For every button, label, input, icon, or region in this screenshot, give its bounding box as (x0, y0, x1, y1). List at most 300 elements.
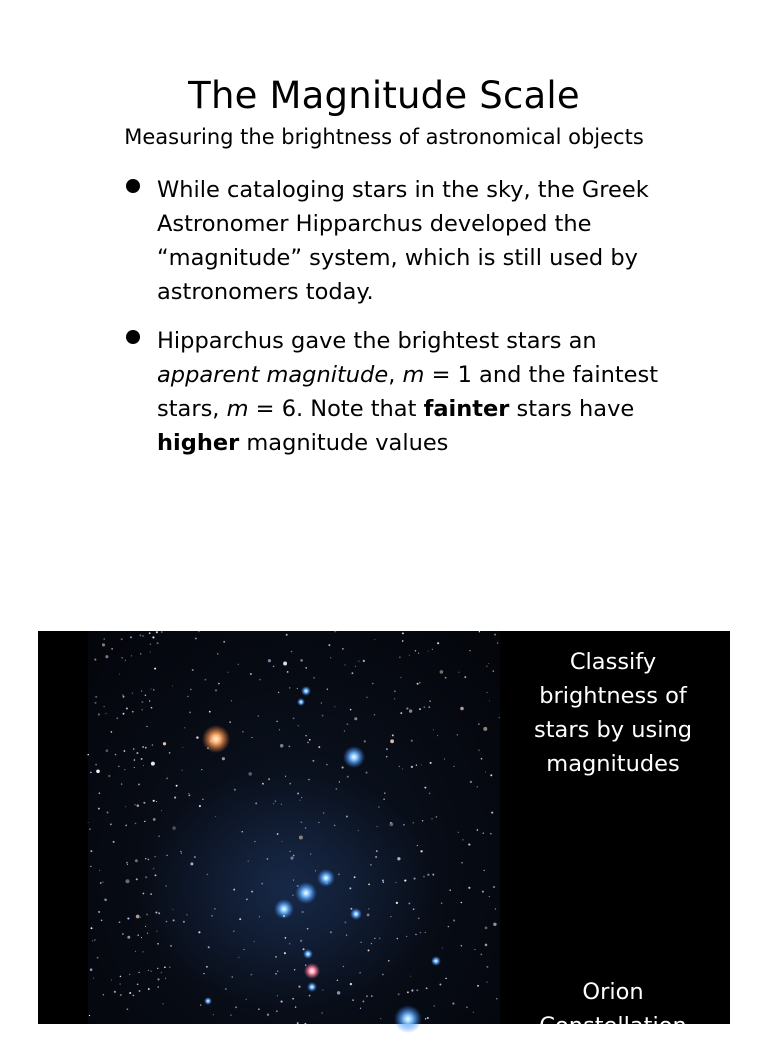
background-star (281, 1001, 283, 1003)
background-star (376, 850, 378, 852)
background-star (363, 660, 365, 662)
background-star (293, 855, 295, 857)
background-star (482, 891, 484, 893)
background-star (372, 683, 374, 685)
background-star (255, 802, 257, 804)
background-star (151, 689, 152, 690)
background-star (354, 876, 356, 878)
background-star (466, 1006, 468, 1008)
background-star (426, 987, 428, 989)
background-star (184, 727, 185, 728)
mintaka-star (317, 869, 335, 887)
background-star (188, 793, 189, 794)
background-star (238, 957, 239, 958)
background-star (484, 870, 485, 871)
background-star (95, 696, 97, 698)
background-star (344, 730, 345, 731)
background-star (390, 822, 391, 823)
background-star (305, 667, 307, 669)
background-star (204, 679, 206, 681)
background-star (151, 762, 155, 766)
background-star (458, 672, 459, 673)
background-star (105, 655, 108, 658)
background-star (141, 691, 142, 692)
background-star (151, 707, 153, 709)
background-star (258, 1008, 260, 1010)
background-star (146, 914, 148, 916)
background-star (382, 974, 384, 976)
background-star (110, 823, 112, 825)
background-star (254, 841, 255, 842)
background-star (411, 766, 413, 768)
background-star (347, 723, 349, 725)
background-star (103, 994, 105, 996)
background-star (457, 734, 458, 735)
background-star (399, 766, 400, 767)
background-star (428, 706, 430, 708)
background-star (437, 642, 439, 644)
background-star (127, 1008, 129, 1010)
background-star (135, 823, 137, 825)
background-star (423, 876, 425, 878)
background-star (187, 696, 188, 697)
background-star (395, 882, 396, 883)
background-star (104, 898, 107, 901)
background-star (301, 821, 303, 823)
background-star (201, 769, 202, 770)
background-star (251, 891, 253, 893)
background-star (379, 938, 380, 939)
background-star (172, 685, 173, 686)
bullet-dot-icon (126, 330, 140, 344)
background-star (145, 747, 147, 749)
background-star (384, 793, 385, 794)
symbol-m: m (226, 396, 249, 422)
background-star (310, 853, 311, 854)
background-star (242, 831, 243, 832)
background-star (200, 1004, 201, 1005)
background-star (490, 833, 491, 834)
background-star (259, 679, 261, 681)
background-star (243, 949, 244, 950)
background-star (493, 886, 495, 888)
background-star (148, 970, 149, 971)
belt-minor-star (350, 908, 362, 920)
term-apparent-magnitude: apparent magnitude (157, 362, 389, 388)
background-star (140, 917, 141, 918)
image-caption-orion: Orion Constellation (539, 979, 687, 1039)
background-star (166, 921, 168, 923)
background-star (158, 912, 160, 914)
background-star (163, 742, 166, 745)
background-star (404, 880, 406, 882)
background-star (89, 829, 90, 830)
background-star (242, 731, 243, 732)
background-star (101, 919, 103, 921)
background-star (121, 657, 122, 658)
background-star (207, 874, 209, 876)
emphasis-higher: higher (157, 430, 240, 456)
background-star (371, 995, 373, 997)
background-star (318, 746, 320, 748)
background-star (494, 634, 496, 636)
background-star (258, 715, 259, 716)
background-star (114, 991, 116, 993)
background-star (141, 758, 143, 760)
background-star (113, 841, 115, 843)
orion-photo-panel (38, 631, 730, 1039)
bullet-dot-icon (126, 179, 140, 193)
background-star (230, 1014, 232, 1016)
background-star (406, 708, 408, 710)
background-star (383, 881, 384, 882)
background-star (227, 672, 228, 673)
background-star (189, 712, 191, 714)
background-star (153, 800, 155, 802)
background-star (293, 880, 294, 881)
background-star (111, 648, 113, 650)
background-star (486, 666, 487, 667)
background-star (398, 993, 400, 995)
background-star (302, 911, 304, 913)
background-star (94, 702, 96, 704)
background-star (100, 882, 102, 884)
background-star (145, 926, 146, 927)
background-star (214, 908, 215, 909)
background-star (294, 969, 295, 970)
background-star (93, 978, 94, 979)
background-star (123, 696, 125, 698)
background-star (118, 766, 119, 767)
background-star (382, 880, 384, 882)
background-star (374, 938, 375, 939)
background-star (337, 991, 340, 994)
background-star (315, 870, 316, 871)
background-star (267, 1014, 269, 1016)
background-star (351, 672, 353, 674)
background-star (254, 941, 255, 942)
bullet-text-part: stars have (509, 396, 635, 422)
background-star (497, 642, 499, 644)
background-star (99, 793, 100, 794)
background-star (106, 749, 109, 752)
background-star (275, 800, 276, 801)
background-star (322, 989, 323, 990)
background-star (321, 1012, 322, 1013)
background-star (213, 1014, 214, 1015)
background-star (390, 739, 394, 743)
background-star (183, 921, 185, 923)
background-star (157, 642, 159, 644)
background-star (461, 862, 463, 864)
background-star (490, 774, 492, 776)
background-star (137, 934, 138, 935)
background-star (359, 972, 361, 974)
background-star (462, 839, 464, 841)
background-star (276, 721, 278, 723)
background-star (142, 635, 144, 637)
background-star (98, 713, 100, 715)
background-star (364, 740, 366, 742)
background-star (233, 889, 235, 891)
background-star (126, 879, 130, 883)
background-star (427, 651, 428, 652)
background-star (422, 820, 424, 822)
background-star (150, 651, 151, 652)
background-star (289, 851, 290, 852)
background-star (441, 902, 442, 903)
background-star (91, 927, 93, 929)
background-star (461, 945, 463, 947)
background-star (202, 798, 204, 800)
background-star (154, 668, 156, 670)
background-star (127, 864, 128, 865)
background-star (370, 864, 372, 866)
background-star (261, 883, 263, 885)
background-star (413, 908, 415, 910)
background-star (215, 816, 216, 817)
rigel-star (394, 1005, 422, 1033)
background-star (278, 692, 279, 693)
orion-nebula-star (304, 963, 320, 979)
background-star (156, 801, 157, 802)
background-star (198, 931, 200, 933)
slide-title: The Magnitude Scale (188, 74, 580, 117)
background-star (143, 802, 145, 804)
background-star (275, 956, 277, 958)
background-star (392, 734, 394, 736)
background-star (427, 874, 429, 876)
background-star (366, 772, 368, 774)
background-star (238, 664, 239, 665)
background-star (429, 793, 431, 795)
background-star (360, 1008, 361, 1009)
background-star (143, 951, 144, 952)
background-star (122, 694, 123, 695)
background-star (291, 651, 293, 653)
background-star (90, 866, 91, 867)
background-star (485, 927, 488, 930)
background-star (147, 933, 148, 934)
background-star (259, 916, 260, 917)
background-star (483, 832, 484, 833)
background-star (104, 706, 105, 707)
background-star (131, 655, 132, 656)
background-star (411, 989, 413, 991)
background-star (96, 769, 100, 773)
background-star (161, 810, 162, 811)
background-star (308, 779, 310, 781)
background-star (119, 921, 121, 923)
background-star (209, 711, 211, 713)
background-star (399, 657, 400, 658)
background-star (239, 918, 241, 920)
background-star (458, 832, 459, 833)
background-star (145, 694, 147, 696)
bullet-list (122, 173, 682, 475)
background-star (299, 800, 300, 801)
background-star (300, 940, 302, 942)
background-star (403, 824, 405, 826)
background-star (176, 785, 178, 787)
background-star (318, 822, 319, 823)
background-star (215, 689, 217, 691)
background-star (108, 775, 110, 777)
background-star (169, 752, 171, 754)
background-star (232, 976, 233, 977)
background-star (125, 825, 127, 827)
background-star (303, 948, 305, 950)
background-star (478, 723, 480, 725)
background-star (148, 988, 150, 990)
background-star (420, 850, 422, 852)
background-star (347, 776, 349, 778)
background-star (145, 876, 147, 878)
background-star (378, 806, 379, 807)
background-star (480, 953, 482, 955)
background-star (289, 687, 290, 688)
background-star (143, 765, 144, 766)
background-star (295, 1006, 296, 1007)
background-star (430, 762, 432, 764)
background-star (142, 746, 144, 748)
bullet-text: While cataloging stars in the sky, the Greek Astronomer Hipparchus developed the “magnitude” system, which is still used by astronomers today. (157, 177, 649, 305)
background-star (442, 947, 443, 948)
bullet-hipparchus-history (122, 173, 682, 309)
background-star (211, 915, 213, 917)
background-star (383, 798, 384, 799)
background-star (415, 650, 417, 652)
background-star (98, 808, 100, 810)
bullet-text-part: = 1 and the faintest stars, (157, 362, 659, 422)
background-star (89, 1015, 90, 1016)
alnitak-star (274, 899, 294, 919)
background-star (460, 707, 464, 711)
background-star (444, 759, 445, 760)
bellatrix-star (343, 746, 365, 768)
background-star (298, 725, 299, 726)
background-star (282, 841, 283, 842)
background-star (394, 690, 395, 691)
background-star (416, 764, 417, 765)
background-star (141, 709, 143, 711)
background-star (120, 976, 122, 978)
background-star (136, 752, 138, 754)
background-star (281, 804, 282, 805)
background-star (134, 759, 136, 761)
background-star (477, 786, 479, 788)
background-star (115, 754, 116, 755)
background-star (195, 638, 197, 640)
background-star (285, 937, 287, 939)
background-star (143, 893, 145, 895)
background-star (137, 984, 139, 986)
field-star (204, 997, 212, 1005)
background-star (170, 945, 172, 947)
background-star (186, 914, 187, 915)
background-star (250, 974, 252, 976)
background-star (368, 949, 370, 951)
background-star (121, 783, 122, 784)
background-star (410, 976, 411, 977)
background-star (407, 991, 409, 993)
background-star (189, 795, 191, 797)
background-star (124, 750, 126, 752)
background-star (297, 1022, 299, 1024)
background-star (330, 931, 332, 933)
background-star (217, 653, 218, 654)
background-star (190, 689, 192, 691)
background-star (449, 889, 451, 891)
background-star (309, 739, 311, 741)
background-star (277, 970, 279, 972)
background-star (334, 706, 335, 707)
background-star (129, 974, 130, 975)
background-star (166, 855, 168, 857)
background-star (138, 783, 140, 785)
background-star (420, 932, 422, 934)
background-star (156, 931, 157, 932)
background-star (409, 709, 412, 712)
background-star (102, 881, 103, 882)
background-star (161, 972, 163, 974)
background-star (358, 830, 359, 831)
meissa-companion-star (297, 698, 305, 706)
background-star (493, 670, 495, 672)
background-star (338, 874, 339, 875)
background-star (137, 804, 140, 807)
background-star (445, 677, 447, 679)
background-star (148, 859, 150, 861)
background-star (437, 735, 438, 736)
background-star (307, 928, 309, 930)
background-star (433, 729, 434, 730)
background-star (299, 836, 303, 840)
background-star (305, 735, 306, 736)
background-star (279, 729, 280, 730)
background-star (149, 632, 151, 634)
background-star (496, 998, 498, 1000)
background-star (350, 908, 352, 910)
background-star (145, 858, 146, 859)
background-star (157, 968, 158, 969)
background-star (262, 783, 264, 785)
background-star (486, 981, 487, 982)
background-star (495, 908, 496, 909)
background-star (470, 781, 472, 783)
background-star (146, 726, 147, 727)
background-star (334, 630, 336, 632)
background-star (138, 972, 139, 973)
bullet-text-part: Hipparchus gave the brightest stars an (157, 328, 597, 354)
background-star (330, 657, 331, 658)
sword-star (303, 949, 313, 959)
background-star (285, 776, 286, 777)
background-star (125, 660, 126, 661)
background-star (368, 884, 370, 886)
slide-subtitle: Measuring the brightness of astronomical objects (124, 125, 644, 149)
background-star (268, 659, 271, 662)
background-star (268, 778, 270, 780)
background-star (208, 946, 210, 948)
background-star (424, 787, 426, 789)
bullet-apparent-magnitude (122, 324, 682, 460)
background-star (90, 968, 93, 971)
background-star (380, 1018, 381, 1019)
background-star (433, 1005, 435, 1007)
background-star (136, 915, 140, 919)
background-star (218, 683, 220, 685)
